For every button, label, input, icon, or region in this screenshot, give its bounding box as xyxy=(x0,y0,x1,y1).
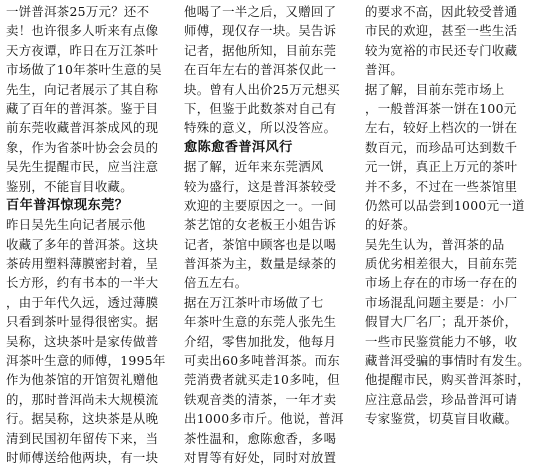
text-line: 市民的欢迎，甚至一些生活 xyxy=(365,23,518,39)
text-line: 欢迎的主要原因之一。一间 xyxy=(184,197,337,213)
text-line: 收藏了多年的普洱茶。这块 xyxy=(6,236,159,252)
text-line: 象，作为省茶叶协会会员的 xyxy=(6,139,159,155)
text-line: 记者，茶馆中顾客也是以喝 xyxy=(184,236,337,252)
text-line: 据了解，目前东莞市场上 xyxy=(365,81,505,97)
text-line: 的要求不高，因此较受普通 xyxy=(365,4,518,19)
text-line: 对胃等有好处，同时对放置 xyxy=(184,449,337,465)
text-line: 专家鉴赏，切莫盲目收藏。 xyxy=(365,411,518,427)
text-line: 较为盛行，这是普洱茶较受 xyxy=(184,178,337,194)
text-line: 的好茶。 xyxy=(365,217,416,233)
text-line: 应注意品尝，珍品普洱可请 xyxy=(365,391,518,407)
text-line: 师傅，现仅存一块。吴告诉 xyxy=(184,23,337,39)
text-line: 据在万江茶叶市场做了七 xyxy=(184,294,324,310)
text-line: 藏了百年的普洱茶。鉴于目 xyxy=(6,100,159,116)
article-column-2 xyxy=(184,2,360,465)
text-line: 吴先生认为，普洱茶的品 xyxy=(365,236,505,252)
text-line: 他提醒市民，购买普洱茶时， xyxy=(365,372,530,388)
text-line: 并不多，不过在一些茶馆里 xyxy=(365,178,518,194)
text-line: 只看到茶叶显得很密实。据 xyxy=(6,314,159,330)
text-line: 吴先生提醒市民，应当注意 xyxy=(6,159,159,175)
text-line: 在百年左右的普洱茶仅此一 xyxy=(184,62,337,78)
text-line: 元一饼，真正上万元的茶叶 xyxy=(365,159,518,175)
text-line: 前东莞收藏普洱茶成风的现 xyxy=(6,120,159,136)
text-line: 普洱茶为主，数量是绿茶的 xyxy=(184,256,337,272)
text-line: 吴称，这块茶叶是家传做普 xyxy=(6,333,159,349)
text-line: 倍五左右。 xyxy=(184,275,248,291)
text-line: 铁观音类的清茶，一年才卖 xyxy=(184,391,337,407)
text-line: ，由于年代久远，透过薄膜 xyxy=(6,294,159,310)
text-line: 的，那时普洱尚未大规模流 xyxy=(6,391,159,407)
text-line: 数百元，而珍品可达到数千 xyxy=(365,139,518,155)
text-line: 先生，向记者展示了其自称 xyxy=(6,81,159,97)
text-line: 作为他茶馆的开馆贺礼赠他 xyxy=(6,372,159,388)
article-column-3 xyxy=(365,2,541,448)
text-line: ，一般普洱茶一饼在100元 xyxy=(365,100,517,116)
text-line: 茶性温和，愈陈愈香，多喝 xyxy=(184,430,337,446)
text-line: 藏普洱受骗的事情时有发生。 xyxy=(365,353,530,369)
text-line: 市场混乱问题主要是：小厂 xyxy=(365,294,518,310)
text-line: 年茶叶生意的东莞人张先生 xyxy=(184,314,337,330)
text-line: 据了解，近年来东莞洒风 xyxy=(184,159,324,175)
text-line: 鉴别，不能盲目收藏。 xyxy=(6,178,133,194)
text-line: 茶艺馆的女老板王小姐告诉 xyxy=(184,217,337,233)
text-line: 市场做了10年茶叶生意的吴 xyxy=(6,62,162,78)
section-heading: 愈陈愈香普洱风行 xyxy=(184,139,293,155)
text-line: 普洱。 xyxy=(365,62,404,78)
text-line: 特殊的意义，所以没答应。 xyxy=(184,120,337,136)
text-line: 昨日吴先生向记者展示他 xyxy=(6,217,146,233)
text-line: 莞消费者就买走10多吨，但 xyxy=(184,372,340,388)
text-line: 可卖出60多吨普洱茶。而东 xyxy=(184,353,340,369)
text-line: 质优劣相差很大，目前东莞 xyxy=(365,256,518,272)
text-line: 行。据吴称，这块茶是从晚 xyxy=(6,411,159,427)
section-heading: 百年普洱惊现东莞？ xyxy=(6,197,129,213)
text-line: 长方形，约有书本的一半大 xyxy=(6,275,159,291)
text-line: 块。曾有人出价25万元想买 xyxy=(184,81,340,97)
text-line: 较为宽裕的市民还专门收藏 xyxy=(365,42,518,58)
text-line: 下，但鉴于此数茶对自己有 xyxy=(184,100,337,116)
text-line: 左右，较好上档次的一饼在 xyxy=(365,120,518,136)
text-line: 天方夜谭，昨日在万江茶叶 xyxy=(6,42,159,58)
text-line: 茶砖用塑料薄膜密封着，呈 xyxy=(6,256,159,272)
article-column-1 xyxy=(6,2,182,465)
text-line: 市场上存在的市场一存在的 xyxy=(365,275,518,291)
text-line: 一饼普洱茶25万元？还不 xyxy=(6,4,150,19)
text-line: 清到民国初年留传下来，当 xyxy=(6,430,159,446)
text-line: 卖！也许很多人听来有点像 xyxy=(6,23,159,39)
text-line: 介绍，零售加批发，他每月 xyxy=(184,333,337,349)
text-line: 他喝了一半之后，又赠回了 xyxy=(184,4,337,19)
text-line: 记者，据他所知，目前东莞 xyxy=(184,42,337,58)
text-line: 时师傅送给他两块，有一块 xyxy=(6,449,159,465)
text-line: 假冒大厂名厂；乱开茶价， xyxy=(365,314,518,330)
text-line: 一些市民鉴赏能力不够，收 xyxy=(365,333,518,349)
text-line: 仍然可以品尝到1000元一道 xyxy=(365,197,525,213)
text-line: 洱茶叶生意的师傅，1995年 xyxy=(6,353,166,369)
text-line: 出1000多市斤。他说，普洱 xyxy=(184,411,344,427)
